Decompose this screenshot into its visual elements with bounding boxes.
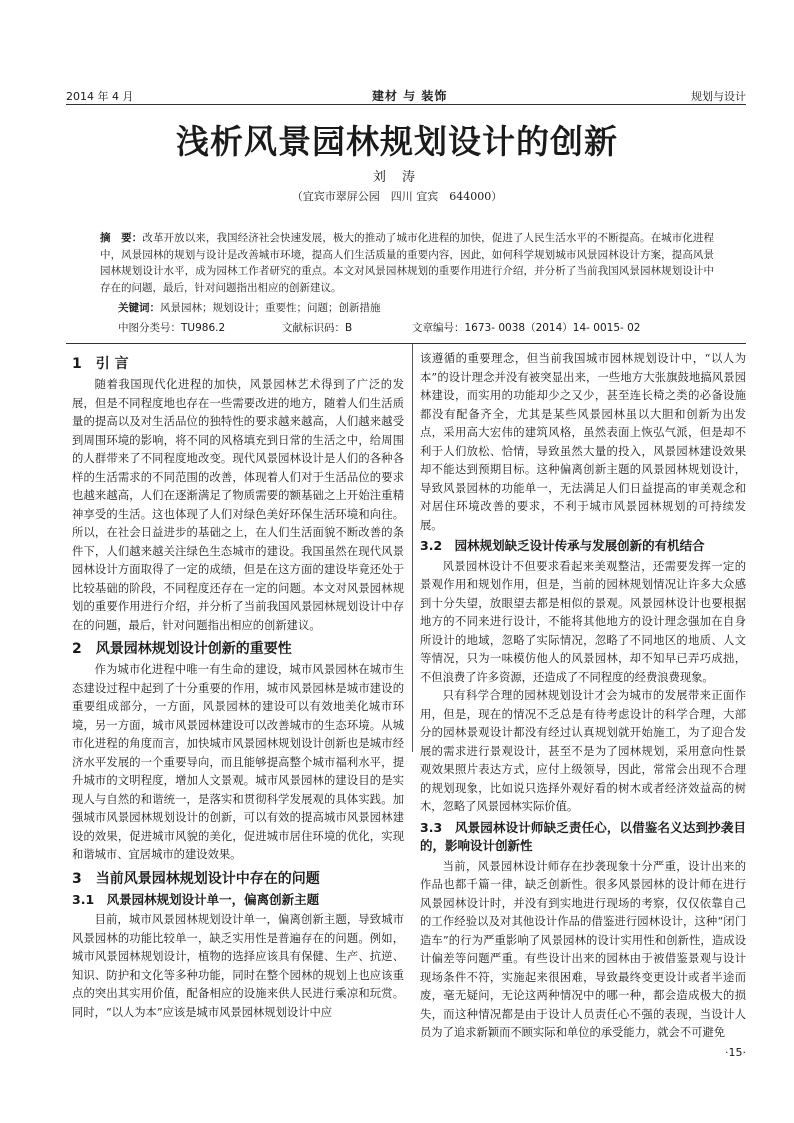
paragraph: 目前，城市风景园林规划设计单一，偏离创新主题，导致城市风景园林的功能比较单一，缺乏实用性是普遍存在的问题。例如，城市风景园林规划设计，植物的选择应该具有保健、生产、抗逆、知识、防护和文化等多种功能，同时在整个园林的规划上也应该重点的突出其实用价值，配备相应的设施来供人民进行乘凉和玩赏。同时，“以人为本”应该是城市风景园林规划设计中应 xyxy=(72,913,404,1019)
section-heading-problems: 3 当前风景园林规划设计中存在的问题 xyxy=(72,870,320,887)
clc-number: 中图分类号：TU986.2 xyxy=(118,322,226,334)
paragraph: 作为城市化进程中唯一有生命的建设，城市风景园林在城市生态建设过程中起到了十分重要的作用，城市风景园林是城市建设的重要组成部分，一方面，风景园林的建设可以有效地美化城市环境，另一方面，城市风景园林建设可以改善城市的生态环境。从城市化进程的角度而言，加快城市风景园林规划设计创新也是城市经济水平发展的一个重要导向，而且能够提高整个城市福利水平，提升城市的文明程度，增加人文景观。城市风景园林的建设目的是实现人与自然的和谐统一，是落实和贯彻科学发展观的具体实践。加强城市风景园林规划设计的创新，可以有效的提高城市风景园林建设的效果，促进城市风貌的美化，促进城市居住环境的优化，实现和谐城市、宜居城市的建设效果。 xyxy=(72,663,404,861)
paragraph: 风景园林设计不但要求看起来美观整洁，还需要发挥一定的景观作用和规划作用，但是，当前的园林规划情况让许多大众感到十分失望，放眼望去都是相似的景观。风景园林设计也要根据地方的不同来进行设计，不能将其他地方的设计理念强加在自身所设计的地域，忽略了实际情况，忽略了不同地区的地质、人文等情况，只为一味模仿他人的风景园林，却不知早已弄巧成拙，不但浪费了许多资源，还造成了不同程度的经费浪费现象。 xyxy=(420,559,746,684)
header-divider xyxy=(66,104,746,105)
journal-name: 建材 与 装饰 xyxy=(372,89,448,103)
document-code: 文献标识码：B xyxy=(282,322,353,334)
subsection-heading-3-3: 3.3 风景园林设计师缺乏责任心，以借鉴名义达到抄袭目的，影响设计创新性 xyxy=(420,819,746,853)
paragraph: 该遵循的重要理念，但当前我国城市园林规划设计中，“以人为本”的设计理念并没有被突显出来，一些地方大张旗鼓地搞风景园林建设，而实用的功能却少之又少，甚至连长椅之类的必备设施都没有配备齐全，尤其是某些风景园林虽以大胆和创新为出发点，采用高大宏伟的建筑风格，虽然表面上恢弘气派，但是却不利于人们放松、恰情，导致虽然大量的投入，风景园林建设效果却不能达到预期目标。这种偏离创新主题的风景园林规划设计，导致风景园林的功能单一，无法满足人们日益提高的审美观念和对居住环境改善的要求，不利于城市风景园林规划的可持续发展。 xyxy=(420,352,746,532)
abstract-label: 摘 要： xyxy=(100,232,143,244)
section-name: 规划与设计 xyxy=(691,90,746,103)
issue-date: 2014 年 4 月 xyxy=(66,90,134,103)
article-title: 浅析风景园林规划设计的创新 xyxy=(176,122,618,161)
running-header xyxy=(66,86,746,106)
column-divider xyxy=(412,344,413,752)
paragraph: 只有科学合理的园林规划设计才会为城市的发展带来正面作用，但是，现在的情况不乏总是有待考虑设计的科学合理，大部分的园林景观设计都没有经过认真规划就开始施工，为了迎合发展的需求进行景观设计，甚至不是为了园林规划，采用意向性景观效果照片表达方式，应付上级领导，因此，常常会出现不合理的规划现象，比如说只选择外观好看的树木或者经济效益高的树木，忽略了风景园林实际价值。 xyxy=(420,689,746,813)
section-heading-intro: 1 引 言 xyxy=(72,356,129,372)
abstract-text: 改革开放以来，我国经济社会快速发展，极大的推动了城市化进程的加快，促进了人民生活水平的不断提高。在城市化进程中，风景园林的规划与设计是改善城市环境，提高人们生活质量的重要内容，因此，如何科学规划城市风景园林设计方案，提高风景园林规划设计水平，成为园林工作者研究的重点。本文对风景园林规划的重要作用进行介绍，并分析了当前我国风景园林规划设计中存在的问题，最后，针对问题指出相应的创新建议。 xyxy=(100,232,715,294)
author-name: 刘 涛 xyxy=(372,170,422,185)
abstract xyxy=(100,230,714,296)
body-top-divider xyxy=(66,343,746,344)
page-number: ·15· xyxy=(725,1046,746,1059)
left-column xyxy=(72,350,404,1022)
right-column xyxy=(420,350,746,1043)
subsection-heading-3-1: 3.1 风景园林规划设计单一，偏离创新主题 xyxy=(72,891,320,907)
article-number: 文章编号：1673- 0038（2014）14- 0015- 02 xyxy=(412,322,641,334)
subsection-heading-3-2: 3.2 园林规划缺乏设计传承与发展创新的有机结合 xyxy=(420,538,705,553)
section-heading-importance: 2 风景园林规划设计创新的重要性 xyxy=(72,641,292,657)
keywords-text: 风景园林；规划设计；重要性；问题；创新措施 xyxy=(160,302,381,314)
keywords-label: 关键词： xyxy=(118,302,160,314)
author-affiliation: （宜宾市翠屏公园 四川 宜宾 644000） xyxy=(291,190,503,203)
paragraph: 当前，风景园林设计师存在抄袭现象十分严重，设计出来的作品也都千篇一律，缺乏创新性。很多风景园林的设计师在进行风景园林设计时，并没有到实地进行现场的考察，仅仅依靠自己的工作经验以及对其他设计作品的借鉴进行园林设计，这种“闭门造车”的行为严重影响了风景园林的设计实用性和创新性，造成设计偏差等问题严重。有些设计出来的园林由于被借鉴景观与设计现场条件不符，实施起来很困难，导致最终变更设计或者半途而废，毫无疑问，无论这两种情况中的哪一种，都会造成极大的损失，而这种情况都是由于设计人员责任心不强的表现，当设计人员为了追求新颖而不顾实际和单位的承受能力，就会不可避免 xyxy=(420,859,746,1039)
keywords xyxy=(118,300,381,315)
paragraph: 随着我国现代化进程的加快，风景园林艺术得到了广泛的发展，但是不同程度地也存在一些需要改进的地方，随着人们生活质量的提高以及对生活品位的独特性的要求越来越高，人们越来越受到周围环境的影响，将不同的风格填充到日常的生活之中，给周围的人群带来了不同程度地改变。现代风景园林设计是人们的各种各样的生活需求的不同范围的改善，体现着人们对于生活品位的要求也越来越高，人们在逐渐满足了物质需要的额基础之上开始注重精神享受的生活。这也体现了人们对绿色美好环保生活环境和向往。所以，在社会日益进步的基础之上，在人们生活面貌不断改善的条件下，人们越来越关注绿色生态城市的建设。我国虽然在现代风景园林设计方面取得了一定的成绩，但是在这方面的建设毕竟还处于比较基础的阶段，不同程度还存在一定的问题。本文对风景园林规划的重要作用进行介绍，并分析了当前我国风景园林规划设计中存在的问题，最后，针对问题指出相应的创新建议。 xyxy=(72,378,404,632)
